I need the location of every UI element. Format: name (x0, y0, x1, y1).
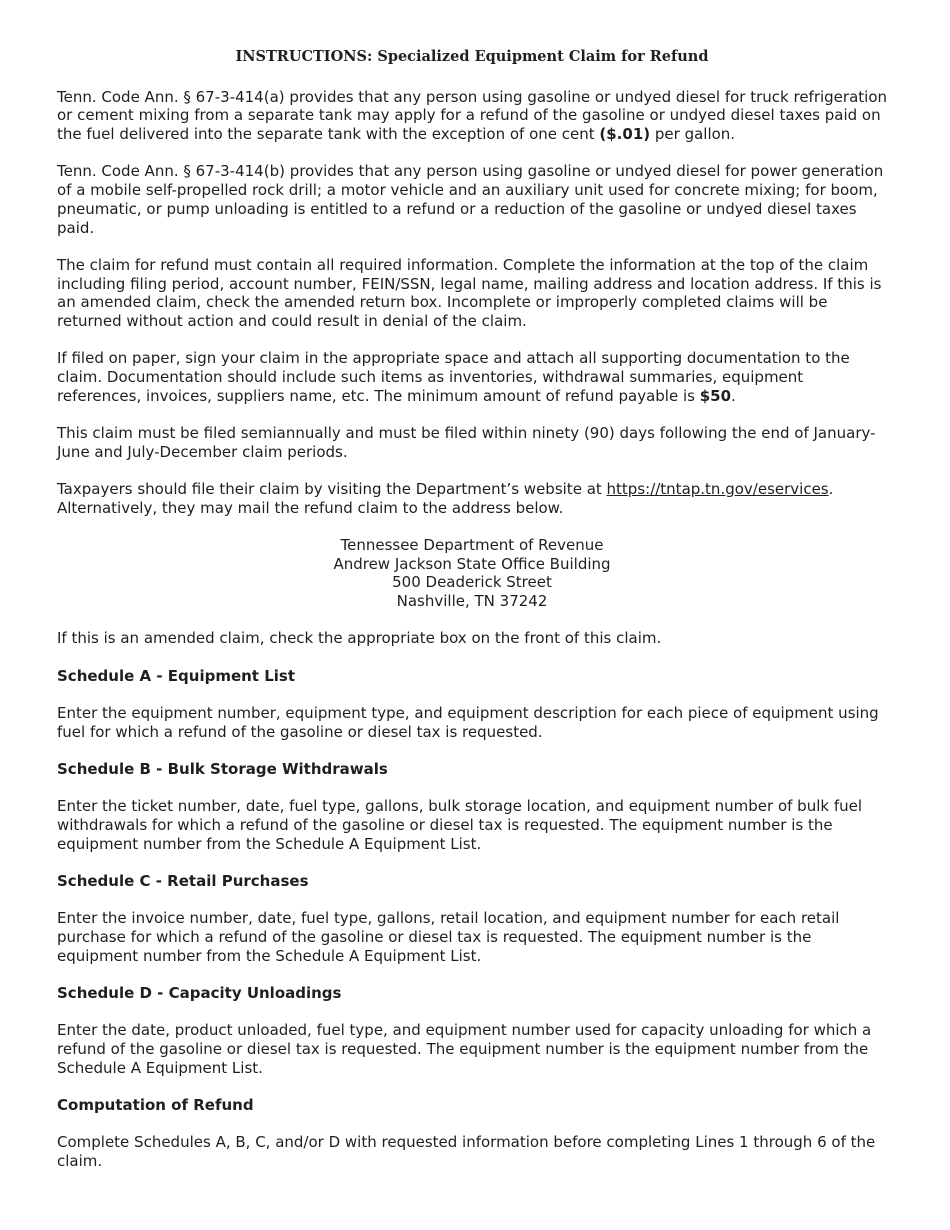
paragraph-paper-filing (57, 349, 887, 405)
heading-schedule-d: Schedule D - Capacity Unloadings (57, 983, 342, 1002)
paragraph-required-info: The claim for refund must contain all required information. Complete the information at the top of the claim including filing period, account number, FEIN/SSN, legal name, mailing address and location address. If this is an amended claim, check the amended return box. Incomplete or improperly completed claims will be returned without action and could result in denial of the claim. (57, 255, 882, 330)
bold-minimum: $50 (699, 386, 732, 405)
text-schedule-b: Enter the ticket number, date, fuel type, gallons, bulk storage location, and equipment number of bulk fuel withdrawals for which a refund of the gasoline or diesel tax is requested. The equipment number is the equipment number from the Schedule A Equipment List. (57, 797, 863, 853)
paragraph-refrigeration (57, 88, 887, 144)
bold-amount: ($.01) (599, 125, 651, 144)
paragraph-text: . (731, 386, 736, 405)
paragraph-power-generation: Tenn. Code Ann. § 67-3-414(b) provides that any person using gasoline or undyed diesel for power generation of a mobile self-propelled rock drill; a motor vehicle and an auxiliary unit used for concrete mixing; for boom, pneumatic, or pump unloading is entitled to a refund or a reduction of the gasoline or undyed diesel taxes paid. (57, 162, 884, 237)
paragraph-text: Taxpayers should file their claim by visiting the Department’s website at (57, 479, 607, 498)
paragraph-amended: If this is an amended claim, check the appropriate box on the front of this claim. (57, 629, 662, 648)
paragraph-text: Tenn. Code Ann. § 67-3-414(a) provides that any person using gasoline or undyed diesel for truck refrigeration or cement mixing from a separate tank may apply for a refund of the gasoline or undyed diesel taxes paid on the fuel delivered into the separate tank with the exception of one cent (57, 87, 888, 144)
address-line: Andrew Jackson State Office Building (333, 554, 611, 573)
instructions-page (57, 48, 887, 1189)
heading-schedule-b: Schedule B - Bulk Storage Withdrawals (57, 759, 388, 778)
heading-schedule-c: Schedule C - Retail Purchases (57, 871, 309, 890)
text-schedule-a: Enter the equipment number, equipment type, and equipment description for each piece of equipment using fuel for which a refund of the gasoline or diesel tax is requested. (57, 703, 879, 741)
paragraph-website (57, 480, 887, 517)
text-schedule-c: Enter the invoice number, date, fuel type, gallons, retail location, and equipment number for each retail purchase for which a refund of the gasoline or diesel tax is requested. The equipment number is the equipment number from the Schedule A Equipment List. (57, 909, 840, 965)
eservices-link[interactable]: https://tntap.tn.gov/eservices (606, 479, 829, 498)
text-computation: Complete Schedules A, B, C, and/or D with requested information before completing Lines 1 through 6 of the claim. (57, 1133, 876, 1170)
paragraph-text: per gallon. (650, 125, 736, 144)
address-line: Tennessee Department of Revenue (340, 535, 604, 554)
page-title: INSTRUCTIONS: Specialized Equipment Claim for Refund (235, 48, 709, 65)
heading-schedule-a: Schedule A - Equipment List (57, 666, 295, 685)
paragraph-text: . Alternatively, they may mail the refund claim to the address below. (57, 479, 834, 517)
address-line: 500 Deaderick Street (392, 573, 552, 592)
paragraph-text: If filed on paper, sign your claim in the appropriate space and attach all supporting documentation to the claim. Documentation should include such items as inventories, withdrawal summaries, equipment references, invoices, suppliers name, etc. The minimum amount of refund payable is (57, 349, 850, 405)
mailing-address (57, 536, 887, 611)
paragraph-filing-period: This claim must be filed semiannually and must be filed within ninety (90) days following the end of January-June and July-December claim periods. (57, 423, 876, 461)
heading-computation: Computation of Refund (57, 1095, 254, 1114)
address-line: Nashville, TN 37242 (396, 592, 548, 611)
text-schedule-d: Enter the date, product unloaded, fuel type, and equipment number used for capacity unloading for which a refund of the gasoline or diesel tax is requested. The equipment number is the equipment number from the Schedule A Equipment List. (57, 1021, 872, 1077)
